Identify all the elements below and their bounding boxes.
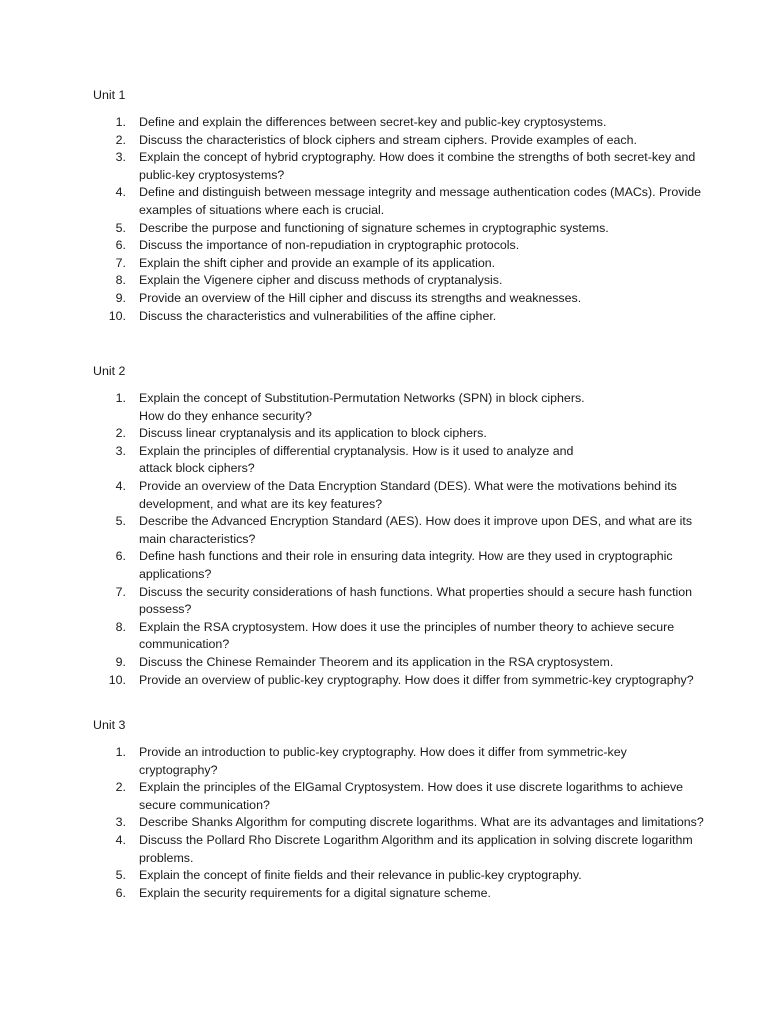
list-item xyxy=(0,132,768,150)
list-number: 6. xyxy=(115,885,126,900)
question-text: Provide an overview of the Data Encryption Standard (DES). What were the motivations behind its development, and what are its key features? xyxy=(139,478,677,511)
list-number: 10. xyxy=(108,672,126,687)
list-item xyxy=(0,308,768,326)
list-item xyxy=(0,779,768,814)
list-item xyxy=(0,443,768,478)
question-text: Explain the principles of the ElGamal Cryptosystem. How does it use discrete logarithms to achieve secure communication? xyxy=(139,780,684,812)
question-text: Explain the security requirements for a digital signature scheme. xyxy=(139,885,491,900)
list-item xyxy=(0,513,768,548)
list-item xyxy=(0,425,768,443)
list-item xyxy=(0,619,768,654)
question-text: Discuss the Pollard Rho Discrete Logarithm Algorithm and its application in solving discrete logarithm problems. xyxy=(139,832,693,865)
list-number: 4. xyxy=(115,185,126,200)
list-item xyxy=(0,672,768,690)
question-text: Explain the concept of hybrid cryptography. How does it combine the strengths of both secret-key and public-key cryptosystems? xyxy=(139,150,696,182)
question-text: Explain the concept of Substitution-Permutation Networks (SPN) in block ciphers. How do they enhance security? xyxy=(139,391,585,423)
list-number: 6. xyxy=(115,238,126,253)
unit-2-title: Unit 2 xyxy=(93,364,126,378)
question-text: Discuss the importance of non-repudiation in cryptographic protocols. xyxy=(139,238,520,253)
list-number: 3. xyxy=(115,443,126,458)
list-number: 5. xyxy=(115,514,126,529)
list-number: 5. xyxy=(115,220,126,235)
question-text: Provide an introduction to public-key cryptography. How does it differ from symmetric-key cryptography? xyxy=(139,745,627,777)
question-text: Provide an overview of the Hill cipher and discuss its strengths and weaknesses. xyxy=(139,290,582,305)
question-text: Discuss the security considerations of hash functions. What properties should a secure hash function possess? xyxy=(139,584,693,617)
list-number: 9. xyxy=(115,654,126,669)
list-item xyxy=(0,885,768,903)
list-item xyxy=(0,390,768,425)
unit-2-question-list xyxy=(0,390,768,689)
list-item xyxy=(0,584,768,619)
list-number: 5. xyxy=(115,868,126,883)
list-number: 1. xyxy=(115,745,126,759)
list-number: 9. xyxy=(115,290,126,305)
list-item xyxy=(0,867,768,885)
list-item xyxy=(0,149,768,184)
list-number: 7. xyxy=(115,255,126,270)
list-number: 2. xyxy=(115,132,126,147)
question-text: Discuss the characteristics and vulnerabilities of the affine cipher. xyxy=(139,308,497,323)
list-number: 8. xyxy=(115,619,126,634)
list-item xyxy=(0,744,768,779)
list-item xyxy=(0,814,768,832)
question-text: Describe the Advanced Encryption Standard (AES). How does it improve upon DES, and what are its main characteristics? xyxy=(139,514,693,546)
question-text: Explain the shift cipher and provide an example of its application. xyxy=(139,255,496,270)
list-number: 4. xyxy=(115,478,126,493)
list-number: 3. xyxy=(115,815,126,830)
list-item xyxy=(0,290,768,308)
list-number: 7. xyxy=(115,584,126,599)
list-number: 1. xyxy=(115,391,126,405)
question-text: Discuss the Chinese Remainder Theorem and its application in the RSA cryptosystem. xyxy=(139,654,614,669)
unit-1-title: Unit 1 xyxy=(93,88,126,102)
list-item xyxy=(0,237,768,255)
unit-1-question-list xyxy=(0,114,768,325)
unit-3-title: Unit 3 xyxy=(93,718,126,732)
unit-3-question-list xyxy=(0,744,768,902)
list-item xyxy=(0,272,768,290)
list-item xyxy=(0,548,768,583)
question-text: Describe the purpose and functioning of signature schemes in cryptographic systems. xyxy=(139,220,609,235)
list-number: 2. xyxy=(115,780,126,795)
question-text: Explain the Vigenere cipher and discuss methods of cryptanalysis. xyxy=(139,273,503,288)
list-number: 4. xyxy=(115,832,126,847)
list-number: 2. xyxy=(115,426,126,441)
list-item xyxy=(0,832,768,867)
list-item xyxy=(0,255,768,273)
list-number: 3. xyxy=(115,150,126,165)
list-item xyxy=(0,114,768,132)
list-number: 1. xyxy=(115,115,126,129)
question-text: Define hash functions and their role in ensuring data integrity. How are they used in cryptographic applications? xyxy=(139,549,673,581)
list-item xyxy=(0,654,768,672)
question-text: Explain the concept of finite fields and their relevance in public-key cryptography. xyxy=(139,868,582,883)
list-item xyxy=(0,184,768,219)
question-text: Define and explain the differences between secret-key and public-key cryptosystems. xyxy=(139,115,607,129)
list-item xyxy=(0,220,768,238)
question-text: Define and distinguish between message integrity and message authentication codes (MACs). Provide examples of situations where each is crucial. xyxy=(139,185,702,217)
question-text: Explain the principles of differential cryptanalysis. How is it used to analyze and attack block ciphers? xyxy=(139,443,574,476)
list-number: 8. xyxy=(115,273,126,288)
question-text: Explain the RSA cryptosystem. How does it use the principles of number theory to achieve secure communication? xyxy=(139,619,675,652)
list-number: 6. xyxy=(115,549,126,564)
list-number: 10. xyxy=(108,308,126,323)
question-text: Discuss the characteristics of block ciphers and stream ciphers. Provide examples of each. xyxy=(139,132,637,147)
question-text: Provide an overview of public-key cryptography. How does it differ from symmetric-key cryptography? xyxy=(139,672,694,687)
question-text: Discuss linear cryptanalysis and its application to block ciphers. xyxy=(139,426,487,441)
list-item xyxy=(0,478,768,513)
question-text: Describe Shanks Algorithm for computing discrete logarithms. What are its advantages and limitations? xyxy=(139,815,704,830)
